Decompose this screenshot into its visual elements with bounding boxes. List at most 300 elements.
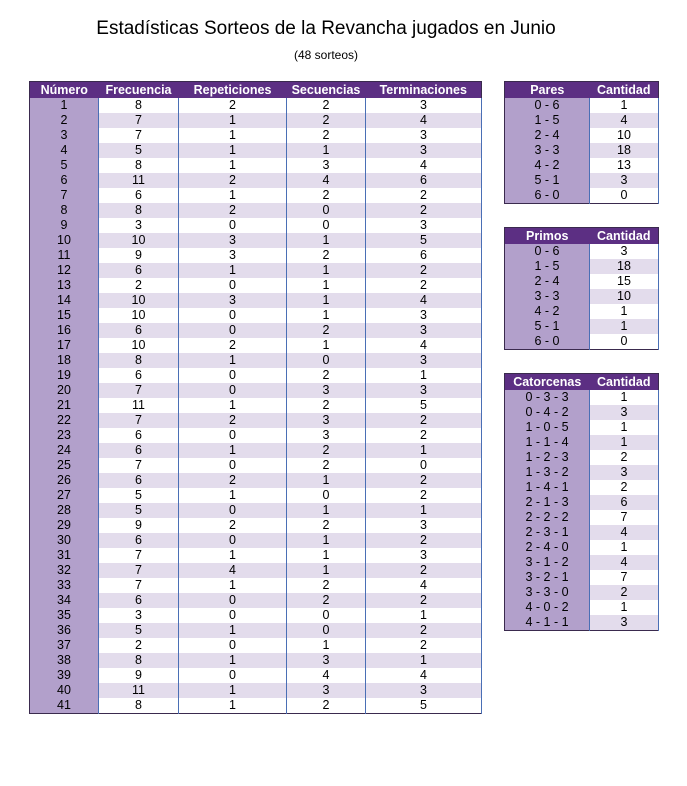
frequency-table	[29, 81, 482, 714]
table-row	[505, 525, 659, 540]
table-cell: 3	[287, 683, 366, 698]
table-cell: 2	[366, 593, 482, 608]
table-cell: 2	[287, 113, 366, 128]
table-cell: 2	[179, 173, 287, 188]
table-cell: 5	[366, 698, 482, 714]
row-label-cell: 22	[30, 413, 99, 428]
row-label-cell: 36	[30, 623, 99, 638]
table-cell: 10	[590, 128, 659, 143]
table-cell: 2	[179, 518, 287, 533]
row-label-cell: 37	[30, 638, 99, 653]
table-cell: 1	[179, 548, 287, 563]
row-label-cell: 0 - 3 - 3	[505, 390, 590, 405]
table-cell: 9	[99, 668, 179, 683]
table-cell: 9	[99, 248, 179, 263]
table-cell: 3	[287, 653, 366, 668]
table-row	[30, 593, 482, 608]
table-cell: 2	[287, 578, 366, 593]
table-cell: 6	[366, 173, 482, 188]
table-cell: 0	[287, 488, 366, 503]
table-cell: 2	[366, 638, 482, 653]
row-label-cell: 2 - 2 - 2	[505, 510, 590, 525]
table-row	[30, 338, 482, 353]
table-cell: 1	[179, 128, 287, 143]
table-row	[505, 450, 659, 465]
header-row	[505, 374, 659, 391]
table-cell: 3	[366, 143, 482, 158]
table-row	[30, 608, 482, 623]
column-header: Cantidad	[590, 228, 659, 245]
table-cell: 1	[287, 143, 366, 158]
table-cell: 0	[179, 668, 287, 683]
table-cell: 2	[287, 593, 366, 608]
row-label-cell: 38	[30, 653, 99, 668]
table-row	[505, 465, 659, 480]
row-label-cell: 5	[30, 158, 99, 173]
table-cell: 2	[366, 278, 482, 293]
table-row	[30, 638, 482, 653]
table-cell: 4	[590, 555, 659, 570]
table-cell: 3	[366, 548, 482, 563]
table-cell: 15	[590, 274, 659, 289]
table-row	[505, 510, 659, 525]
table-cell: 4	[287, 668, 366, 683]
table-row	[30, 233, 482, 248]
table-cell: 4	[366, 158, 482, 173]
table-row	[30, 248, 482, 263]
table-cell: 6	[590, 495, 659, 510]
table-cell: 18	[590, 143, 659, 158]
row-label-cell: 1 - 3 - 2	[505, 465, 590, 480]
table-cell: 2	[366, 623, 482, 638]
row-label-cell: 1 - 2 - 3	[505, 450, 590, 465]
table-cell: 4	[366, 668, 482, 683]
table-cell: 8	[99, 698, 179, 714]
table-row	[505, 98, 659, 113]
table-cell: 2	[366, 428, 482, 443]
table-cell: 8	[99, 158, 179, 173]
table-row	[505, 570, 659, 585]
table-cell: 7	[99, 383, 179, 398]
table-row	[30, 683, 482, 698]
table-cell: 0	[179, 428, 287, 443]
row-label-cell: 39	[30, 668, 99, 683]
table-cell: 3	[366, 353, 482, 368]
row-label-cell: 4 - 2	[505, 304, 590, 319]
table-cell: 4	[366, 578, 482, 593]
table-row	[505, 435, 659, 450]
table-cell: 3	[366, 308, 482, 323]
row-label-cell: 3 - 2 - 1	[505, 570, 590, 585]
table-cell: 18	[590, 259, 659, 274]
table-cell: 6	[99, 263, 179, 278]
table-row	[505, 173, 659, 188]
row-label-cell: 0 - 6	[505, 244, 590, 259]
column-header: Catorcenas	[505, 374, 590, 391]
row-label-cell: 0 - 4 - 2	[505, 405, 590, 420]
table-cell: 1	[366, 368, 482, 383]
table-cell: 0	[287, 608, 366, 623]
table-row	[505, 304, 659, 319]
row-label-cell: 12	[30, 263, 99, 278]
table-cell: 7	[99, 548, 179, 563]
table-cell: 4	[366, 293, 482, 308]
table-cell: 0	[179, 458, 287, 473]
table-cell: 3	[590, 615, 659, 631]
table-cell: 0	[179, 308, 287, 323]
table-cell: 2	[590, 480, 659, 495]
table-cell: 1	[179, 623, 287, 638]
header-row	[505, 228, 659, 245]
table-row	[30, 113, 482, 128]
table-cell: 1	[179, 263, 287, 278]
table-cell: 2	[366, 263, 482, 278]
row-label-cell: 3	[30, 128, 99, 143]
table-row	[30, 653, 482, 668]
table-cell: 7	[99, 563, 179, 578]
table-cell: 8	[99, 203, 179, 218]
table-cell: 0	[179, 383, 287, 398]
table-cell: 1	[287, 563, 366, 578]
table-cell: 0	[366, 458, 482, 473]
table-cell: 5	[99, 143, 179, 158]
table-cell: 1	[287, 263, 366, 278]
table-cell: 0	[179, 593, 287, 608]
row-label-cell: 35	[30, 608, 99, 623]
table-cell: 0	[287, 203, 366, 218]
column-header: Frecuencia	[99, 82, 179, 99]
table-row	[30, 563, 482, 578]
table-row	[30, 443, 482, 458]
table-cell: 0	[179, 638, 287, 653]
table-cell: 3	[287, 413, 366, 428]
row-label-cell: 3 - 1 - 2	[505, 555, 590, 570]
row-label-cell: 17	[30, 338, 99, 353]
table-row	[30, 473, 482, 488]
table-cell: 2	[366, 488, 482, 503]
table-cell: 3	[590, 173, 659, 188]
table-cell: 1	[590, 435, 659, 450]
row-label-cell: 2 - 4 - 0	[505, 540, 590, 555]
table-cell: 1	[590, 98, 659, 113]
row-label-cell: 28	[30, 503, 99, 518]
table-cell: 0	[179, 533, 287, 548]
table-cell: 1	[179, 158, 287, 173]
table-row	[505, 334, 659, 350]
table-cell: 2	[287, 368, 366, 383]
row-label-cell: 33	[30, 578, 99, 593]
table-cell: 1	[179, 683, 287, 698]
table-row	[30, 488, 482, 503]
table-cell: 6	[99, 188, 179, 203]
column-header: Repeticiones	[179, 82, 287, 99]
row-label-cell: 1 - 4 - 1	[505, 480, 590, 495]
row-label-cell: 34	[30, 593, 99, 608]
table-row	[30, 263, 482, 278]
row-label-cell: 8	[30, 203, 99, 218]
row-label-cell: 2	[30, 113, 99, 128]
table-cell: 2	[287, 443, 366, 458]
table-cell: 2	[99, 278, 179, 293]
pares-table	[504, 81, 659, 204]
row-label-cell: 1 - 0 - 5	[505, 420, 590, 435]
table-cell: 4	[590, 525, 659, 540]
table-cell: 2	[590, 585, 659, 600]
table-cell: 1	[287, 473, 366, 488]
table-cell: 7	[99, 113, 179, 128]
row-label-cell: 4 - 0 - 2	[505, 600, 590, 615]
table-cell: 3	[366, 323, 482, 338]
table-cell: 2	[287, 248, 366, 263]
table-cell: 6	[99, 428, 179, 443]
table-row	[505, 585, 659, 600]
table-cell: 0	[287, 353, 366, 368]
table-cell: 0	[590, 188, 659, 204]
table-cell: 5	[366, 398, 482, 413]
column-header: Terminaciones	[366, 82, 482, 99]
table-cell: 10	[99, 308, 179, 323]
row-label-cell: 4 - 1 - 1	[505, 615, 590, 631]
row-label-cell: 32	[30, 563, 99, 578]
table-cell: 7	[590, 570, 659, 585]
table-cell: 1	[179, 143, 287, 158]
table-cell: 0	[179, 218, 287, 233]
table-cell: 6	[99, 593, 179, 608]
table-row	[30, 458, 482, 473]
table-row	[30, 278, 482, 293]
row-label-cell: 4 - 2	[505, 158, 590, 173]
table-row	[30, 158, 482, 173]
header-row	[30, 82, 482, 99]
row-label-cell: 21	[30, 398, 99, 413]
table-cell: 1	[366, 503, 482, 518]
row-label-cell: 1 - 5	[505, 259, 590, 274]
table-row	[30, 188, 482, 203]
table-cell: 2	[179, 413, 287, 428]
table-cell: 3	[366, 683, 482, 698]
table-cell: 1	[366, 608, 482, 623]
primos-table	[504, 227, 659, 350]
row-label-cell: 14	[30, 293, 99, 308]
table-row	[505, 289, 659, 304]
table-row	[30, 668, 482, 683]
table-cell: 2	[287, 323, 366, 338]
table-row	[505, 555, 659, 570]
table-cell: 6	[99, 323, 179, 338]
table-row	[30, 548, 482, 563]
table-row	[505, 495, 659, 510]
table-cell: 7	[99, 578, 179, 593]
table-cell: 6	[99, 533, 179, 548]
row-label-cell: 1	[30, 98, 99, 113]
table-cell: 6	[99, 368, 179, 383]
table-row	[505, 600, 659, 615]
table-row	[30, 173, 482, 188]
table-cell: 10	[99, 338, 179, 353]
table-cell: 2	[287, 128, 366, 143]
table-cell: 6	[99, 443, 179, 458]
row-label-cell: 31	[30, 548, 99, 563]
table-cell: 2	[366, 533, 482, 548]
table-cell: 4	[366, 338, 482, 353]
table-cell: 1	[179, 653, 287, 668]
table-cell: 1	[287, 338, 366, 353]
table-cell: 6	[99, 473, 179, 488]
row-label-cell: 29	[30, 518, 99, 533]
table-cell: 1	[179, 698, 287, 714]
column-header: Cantidad	[590, 82, 659, 99]
row-label-cell: 5 - 1	[505, 319, 590, 334]
table-cell: 3	[179, 293, 287, 308]
table-row	[505, 405, 659, 420]
table-cell: 8	[99, 98, 179, 113]
row-label-cell: 3 - 3	[505, 289, 590, 304]
table-cell: 11	[99, 683, 179, 698]
table-row	[30, 518, 482, 533]
table-cell: 1	[590, 420, 659, 435]
table-cell: 6	[366, 248, 482, 263]
table-cell: 3	[179, 248, 287, 263]
row-label-cell: 7	[30, 188, 99, 203]
table-row	[30, 323, 482, 338]
table-cell: 3	[287, 383, 366, 398]
table-cell: 2	[366, 188, 482, 203]
table-row	[505, 274, 659, 289]
row-label-cell: 6 - 0	[505, 188, 590, 204]
table-row	[505, 188, 659, 204]
table-cell: 0	[179, 368, 287, 383]
table-cell: 2	[366, 413, 482, 428]
table-row	[505, 480, 659, 495]
table-cell: 1	[179, 398, 287, 413]
row-label-cell: 41	[30, 698, 99, 714]
table-cell: 3	[366, 383, 482, 398]
table-cell: 1	[590, 319, 659, 334]
table-cell: 1	[287, 503, 366, 518]
row-label-cell: 1 - 1 - 4	[505, 435, 590, 450]
table-cell: 4	[287, 173, 366, 188]
column-header: Pares	[505, 82, 590, 99]
table-row	[30, 143, 482, 158]
table-row	[30, 578, 482, 593]
row-label-cell: 0 - 6	[505, 98, 590, 113]
table-cell: 2	[287, 518, 366, 533]
column-header: Primos	[505, 228, 590, 245]
row-label-cell: 10	[30, 233, 99, 248]
row-label-cell: 2 - 1 - 3	[505, 495, 590, 510]
table-cell: 2	[366, 203, 482, 218]
table-row	[30, 383, 482, 398]
table-cell: 3	[99, 608, 179, 623]
row-label-cell: 24	[30, 443, 99, 458]
table-cell: 1	[179, 488, 287, 503]
table-cell: 7	[99, 458, 179, 473]
table-row	[505, 390, 659, 405]
table-row	[505, 420, 659, 435]
table-row	[505, 128, 659, 143]
table-cell: 5	[99, 488, 179, 503]
table-cell: 2	[179, 98, 287, 113]
table-row	[30, 218, 482, 233]
row-label-cell: 6 - 0	[505, 334, 590, 350]
table-cell: 5	[99, 623, 179, 638]
table-cell: 0	[287, 218, 366, 233]
row-label-cell: 13	[30, 278, 99, 293]
table-row	[30, 623, 482, 638]
table-cell: 10	[590, 289, 659, 304]
table-row	[505, 540, 659, 555]
table-cell: 3	[590, 405, 659, 420]
row-label-cell: 2 - 3 - 1	[505, 525, 590, 540]
table-cell: 1	[590, 540, 659, 555]
table-cell: 11	[99, 398, 179, 413]
table-cell: 0	[179, 278, 287, 293]
table-row	[505, 158, 659, 173]
table-row	[30, 533, 482, 548]
row-label-cell: 18	[30, 353, 99, 368]
table-cell: 2	[179, 473, 287, 488]
table-cell: 3	[99, 218, 179, 233]
table-cell: 3	[366, 218, 482, 233]
table-cell: 2	[179, 338, 287, 353]
table-cell: 10	[99, 293, 179, 308]
table-cell: 11	[99, 173, 179, 188]
table-cell: 2	[287, 398, 366, 413]
table-cell: 0	[179, 503, 287, 518]
table-cell: 2	[287, 458, 366, 473]
table-cell: 3	[590, 244, 659, 259]
table-cell: 1	[179, 188, 287, 203]
page-subtitle: (48 sorteos)	[293, 48, 359, 62]
row-label-cell: 40	[30, 683, 99, 698]
table-cell: 9	[99, 518, 179, 533]
row-label-cell: 25	[30, 458, 99, 473]
table-row	[505, 615, 659, 631]
table-cell: 0	[590, 334, 659, 350]
table-cell: 2	[590, 450, 659, 465]
row-label-cell: 23	[30, 428, 99, 443]
table-row	[30, 413, 482, 428]
table-cell: 10	[99, 233, 179, 248]
row-label-cell: 20	[30, 383, 99, 398]
table-cell: 8	[99, 653, 179, 668]
table-row	[30, 428, 482, 443]
table-cell: 3	[287, 158, 366, 173]
table-cell: 0	[179, 323, 287, 338]
column-header: Número	[30, 82, 99, 99]
table-cell: 4	[590, 113, 659, 128]
table-cell: 8	[99, 353, 179, 368]
table-row	[505, 143, 659, 158]
table-cell: 1	[287, 278, 366, 293]
table-cell: 1	[287, 293, 366, 308]
page-title: Estadísticas Sorteos de la Revancha jugados en Junio	[96, 18, 556, 39]
table-row	[505, 259, 659, 274]
table-cell: 2	[287, 188, 366, 203]
table-cell: 3	[287, 428, 366, 443]
table-cell: 3	[366, 98, 482, 113]
row-label-cell: 3 - 3	[505, 143, 590, 158]
table-row	[30, 308, 482, 323]
row-label-cell: 15	[30, 308, 99, 323]
catorcenas-table	[504, 373, 659, 631]
row-label-cell: 9	[30, 218, 99, 233]
table-cell: 1	[287, 233, 366, 248]
table-cell: 3	[590, 465, 659, 480]
table-cell: 1	[179, 443, 287, 458]
table-cell: 1	[287, 638, 366, 653]
row-label-cell: 2 - 4	[505, 128, 590, 143]
